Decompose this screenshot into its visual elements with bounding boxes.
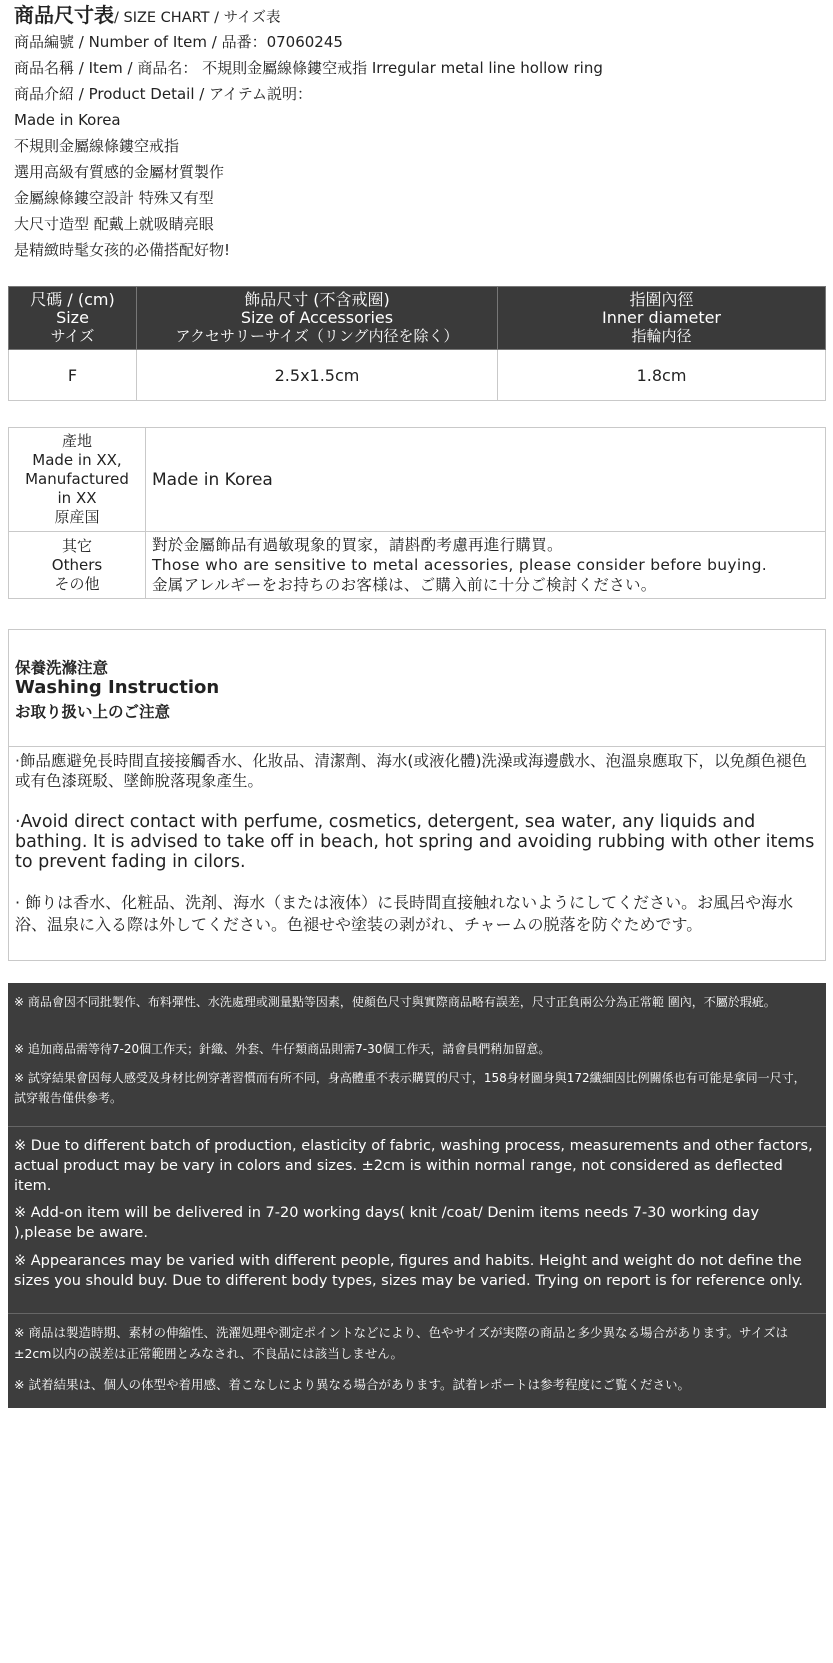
size-column-header: 尺碼 / (cm) Size サイズ bbox=[9, 287, 137, 350]
detail-line: 金屬線條鏤空設計 特殊又有型 bbox=[14, 189, 214, 207]
table-row bbox=[9, 350, 826, 401]
item-number: 商品編號 / Number of Item / 品番：07060245 bbox=[14, 33, 343, 51]
origin-row bbox=[9, 428, 826, 532]
header bbox=[14, 4, 824, 263]
title-main: 商品尺寸表 bbox=[14, 3, 114, 27]
size-table bbox=[8, 286, 826, 401]
note-item: ※ Appearances may be varied with different people, figures and habits. Height and weight do not define the sizes you should buy. Due to different body types, sizes may be varied. Trying on report is for reference only. bbox=[14, 1253, 803, 1289]
detail-line: 不規則金屬線條鏤空戒指 bbox=[14, 137, 180, 155]
detail-line: 是精緻時髦女孩的必備搭配好物! bbox=[14, 241, 231, 259]
size-table-header bbox=[9, 287, 826, 350]
washing-title-zh: 保養洗滌注意 bbox=[15, 659, 109, 677]
note-item: ※ 試穿結果會因每人感受及身材比例穿著習慣而有所不同，身高體重不表示購買的尺寸，158身材圖身與172纖細因比例關係也有可能是拿同一尺寸，試穿報告僅供參考。 bbox=[14, 1071, 806, 1105]
others-row bbox=[9, 532, 826, 599]
note-item: ※ Add-on item will be delivered in 7-20 working days( knit /coat/ Denim items needs 7-30 working day ),please be aware. bbox=[14, 1205, 760, 1241]
size-chart-title bbox=[14, 4, 824, 29]
washing-instruction-box bbox=[8, 629, 826, 961]
washing-paragraph-zh: ·飾品應避免長時間直接接觸香水、化妝品、清潔劑、海水(或液化體)洗澡或海邊戲水、泡溫泉應取下，以免顏色褪色或有色漆斑駁、墜飾脫落現象產生。 bbox=[15, 752, 808, 790]
note-item: ※ 商品は製造時期、素材の伸縮性、洗濯処理や測定ポイントなどにより、色やサイズが実際の商品と多少異なる場合があります。サイズは±2cm以内の誤差は正常範囲とみなされ、不良品には該当しません。 bbox=[14, 1325, 788, 1361]
item-name: 商品名稱 / Item / 商品名： 不規則金屬線條鏤空戒指 Irregular metal line hollow ring bbox=[14, 59, 603, 77]
title-rest: / SIZE CHART / サイズ表 bbox=[114, 10, 281, 26]
size-value: F bbox=[9, 350, 137, 401]
product-detail-label: 商品介紹 / Product Detail / アイテム説明： bbox=[14, 85, 312, 103]
note-item: ※ 試着結果は、個人の体型や着用感、着こなしにより異なる場合があります。試着レポートは参考程度にご覧ください。 bbox=[14, 1377, 690, 1392]
notes-en-block bbox=[8, 1126, 826, 1314]
notes-zh-block bbox=[8, 983, 826, 1126]
note-item: ※ 商品會因不同批製作、布料彈性、水洗處理或測量點等因素，使顏色尺寸與實際商品略有誤差，尺寸正負兩公分為正常範 圍內，不屬於瑕疵。 bbox=[14, 995, 776, 1009]
washing-paragraph-en: ·Avoid direct contact with perfume, cosmetics, detergent, sea water, any liquids and bathing. It is advised to take off in beach, hot spring and avoiding rubbing with other items to prevent fading in cilors. bbox=[15, 812, 815, 872]
origin-label: 產地 Made in XX, Manufactured in XX 原産国 bbox=[9, 428, 146, 532]
note-item: ※ Due to different batch of production, elasticity of fabric, washing process, measurements and other factors, actual product may be vary in colors and sizes. ±2cm is within normal range, not considered as deflected item. bbox=[14, 1138, 813, 1194]
notes-jp-block bbox=[8, 1313, 826, 1408]
others-value: 對於金屬飾品有過敏現象的買家，請斟酌考慮再進行購買。 Those who are sensitive to metal acessories, please consider before buying. 金属アレルギーをお持ちのお客様は、ご購入前に十分ご検討ください。 bbox=[146, 532, 826, 599]
washing-instruction-heading bbox=[9, 630, 825, 747]
info-table bbox=[8, 427, 826, 599]
accessory-size-column-header: 飾品尺寸 (不含戒圈) Size of Accessories アクセサリーサイズ（リング内径を除く） bbox=[137, 287, 498, 350]
note-item: ※ 追加商品需等待7-20個工作天；針織、外套、牛仔類商品則需7-30個工作天，請會員們稍加留意。 bbox=[14, 1042, 551, 1056]
origin-value: Made in Korea bbox=[146, 428, 826, 532]
washing-title-en: Washing Instruction bbox=[15, 677, 220, 698]
inner-diameter-value: 1.8cm bbox=[498, 350, 826, 401]
inner-diameter-column-header: 指圍內徑 Inner diameter 指輪内径 bbox=[498, 287, 826, 350]
others-label: 其它 Others その他 bbox=[9, 532, 146, 599]
washing-title-jp: お取り扱い上のご注意 bbox=[15, 703, 171, 721]
washing-paragraph-jp: · 飾りは香水、化粧品、洗剤、海水（または液体）に長時間直接触れないようにしてください。お風呂や海水浴、温泉に入る際は外してください。色褪せや塗装の剥がれ、チャームの脱落を防ぐためです。 bbox=[15, 893, 794, 934]
detail-line: 大尺寸造型 配戴上就吸睛亮眼 bbox=[14, 215, 214, 233]
accessory-size-value: 2.5x1.5cm bbox=[137, 350, 498, 401]
detail-line: 選用高級有質感的金屬材質製作 bbox=[14, 163, 225, 181]
detail-line: Made in Korea bbox=[14, 111, 121, 129]
